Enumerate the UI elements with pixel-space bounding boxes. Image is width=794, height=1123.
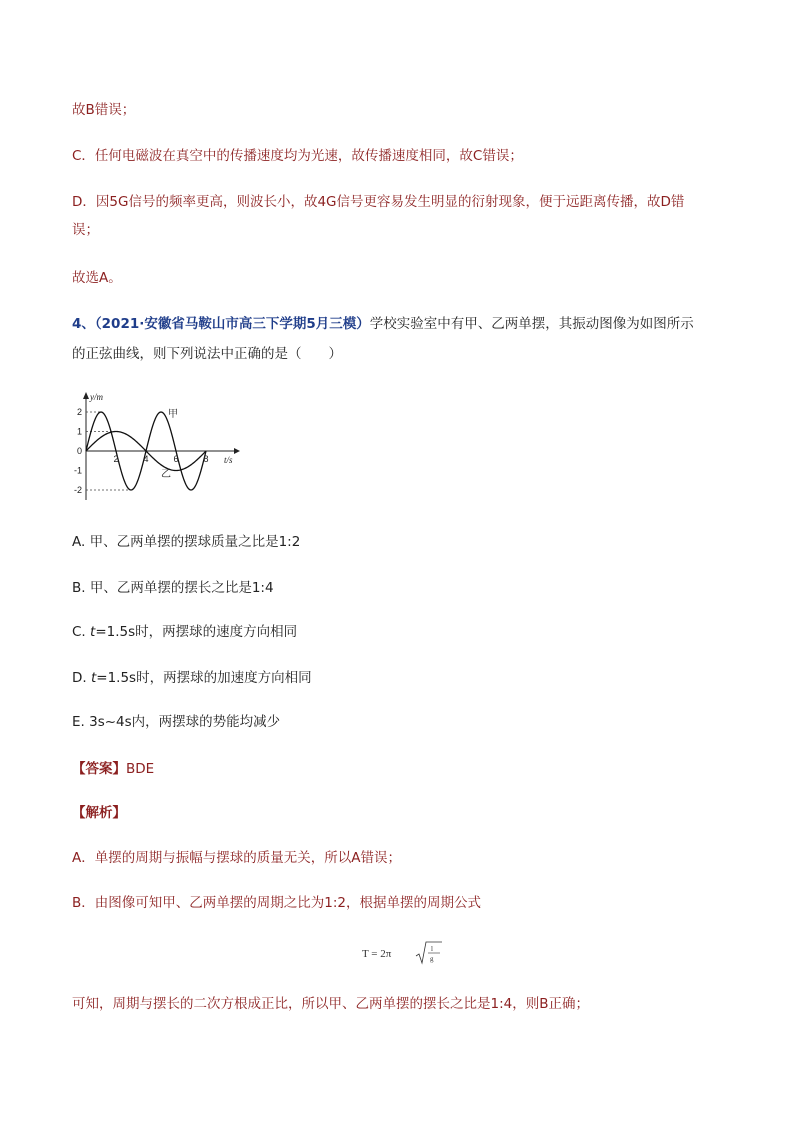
y-tick-label: 2 <box>76 407 82 417</box>
option-d-rest: =1.5s时，两摆球的加速度方向相同 <box>96 670 312 686</box>
option-c-rest: =1.5s时，两摆球的速度方向相同 <box>95 624 298 640</box>
question-number: 4、 <box>72 316 95 332</box>
analysis-b: B．由图像可知甲、乙两单摆的周期之比为1:2，根据单摆的周期公式 <box>72 895 481 911</box>
option-c-prefix: C. <box>72 624 91 640</box>
option-d-var: t <box>90 670 97 686</box>
formula-numerator: l <box>431 945 433 953</box>
answer-value: BDE <box>126 761 155 777</box>
option-d-prefix: D. <box>72 670 91 686</box>
question-line1 <box>72 314 694 334</box>
sqrt-sign <box>416 942 442 963</box>
option-b: B. 甲、乙两单摆的摆长之比是1:4 <box>72 580 274 596</box>
option-e: E. 3s~4s内，两摆球的势能均减少 <box>72 714 281 730</box>
y-tick-label: 1 <box>76 426 82 437</box>
axes <box>83 392 240 500</box>
prev-option-d-line1: D．因5G信号的频率更高，则波长小，故4G信号更容易发生明显的衍射现象，便于远距离传播，故D错 <box>72 194 685 210</box>
analysis-label: 【解析】 <box>72 805 126 821</box>
series-label-yi: 乙 <box>161 469 171 480</box>
prev-option-c: C．任何电磁波在真空中的传播速度均为光速，故传播速度相同，故C错误； <box>72 148 523 164</box>
x-axis-label: t/s <box>224 455 233 465</box>
y-tick-label: 0 <box>76 446 82 456</box>
formula-denominator: g <box>430 955 434 963</box>
x-tick-label: 4 <box>143 454 149 464</box>
x-axis-arrow <box>234 448 240 454</box>
option-c <box>72 622 297 642</box>
y-tick-label: -1 <box>73 465 82 476</box>
y-axis-arrow <box>83 392 89 399</box>
option-a: A. 甲、乙两单摆的摆球质量之比是1:2 <box>72 534 301 550</box>
analysis-a: A．单摆的周期与振幅与摆球的质量无关，所以A错误； <box>72 850 401 866</box>
x-tick-label: 2 <box>113 454 119 464</box>
formula-lhs: T = 2π <box>362 948 392 960</box>
x-tick-label: 8 <box>203 454 209 464</box>
question-line2: 的正弦曲线，则下列说法中正确的是（ ） <box>72 346 342 362</box>
y-axis-label: y/m <box>90 392 103 402</box>
period-formula-svg <box>360 938 450 968</box>
y-tick-label: -2 <box>73 485 82 495</box>
analysis-conclusion: 可知，周期与摆长的二次方根成正比，所以甲、乙两单摆的摆长之比是1:4，则B正确； <box>72 996 589 1012</box>
x-tick-label: 6 <box>173 454 179 464</box>
period-formula <box>360 938 450 971</box>
prev-b-end: 故B错误； <box>72 102 136 118</box>
option-c-var: t <box>90 624 96 640</box>
prev-choose: 故选A。 <box>72 270 122 286</box>
answer-label: 【答案】 <box>72 761 126 777</box>
oscillation-graph <box>68 390 248 505</box>
prev-option-d-line2: 误； <box>72 222 99 238</box>
question-source: （2021·安徽省马鞍山市高三下学期5月三模） <box>94 316 370 332</box>
series-label-jia: 甲 <box>168 409 178 420</box>
question-text-1: 学校实验室中有甲、乙两单摆，其振动图像为如图所示 <box>369 316 694 332</box>
answer <box>72 759 154 779</box>
option-d <box>72 668 312 688</box>
